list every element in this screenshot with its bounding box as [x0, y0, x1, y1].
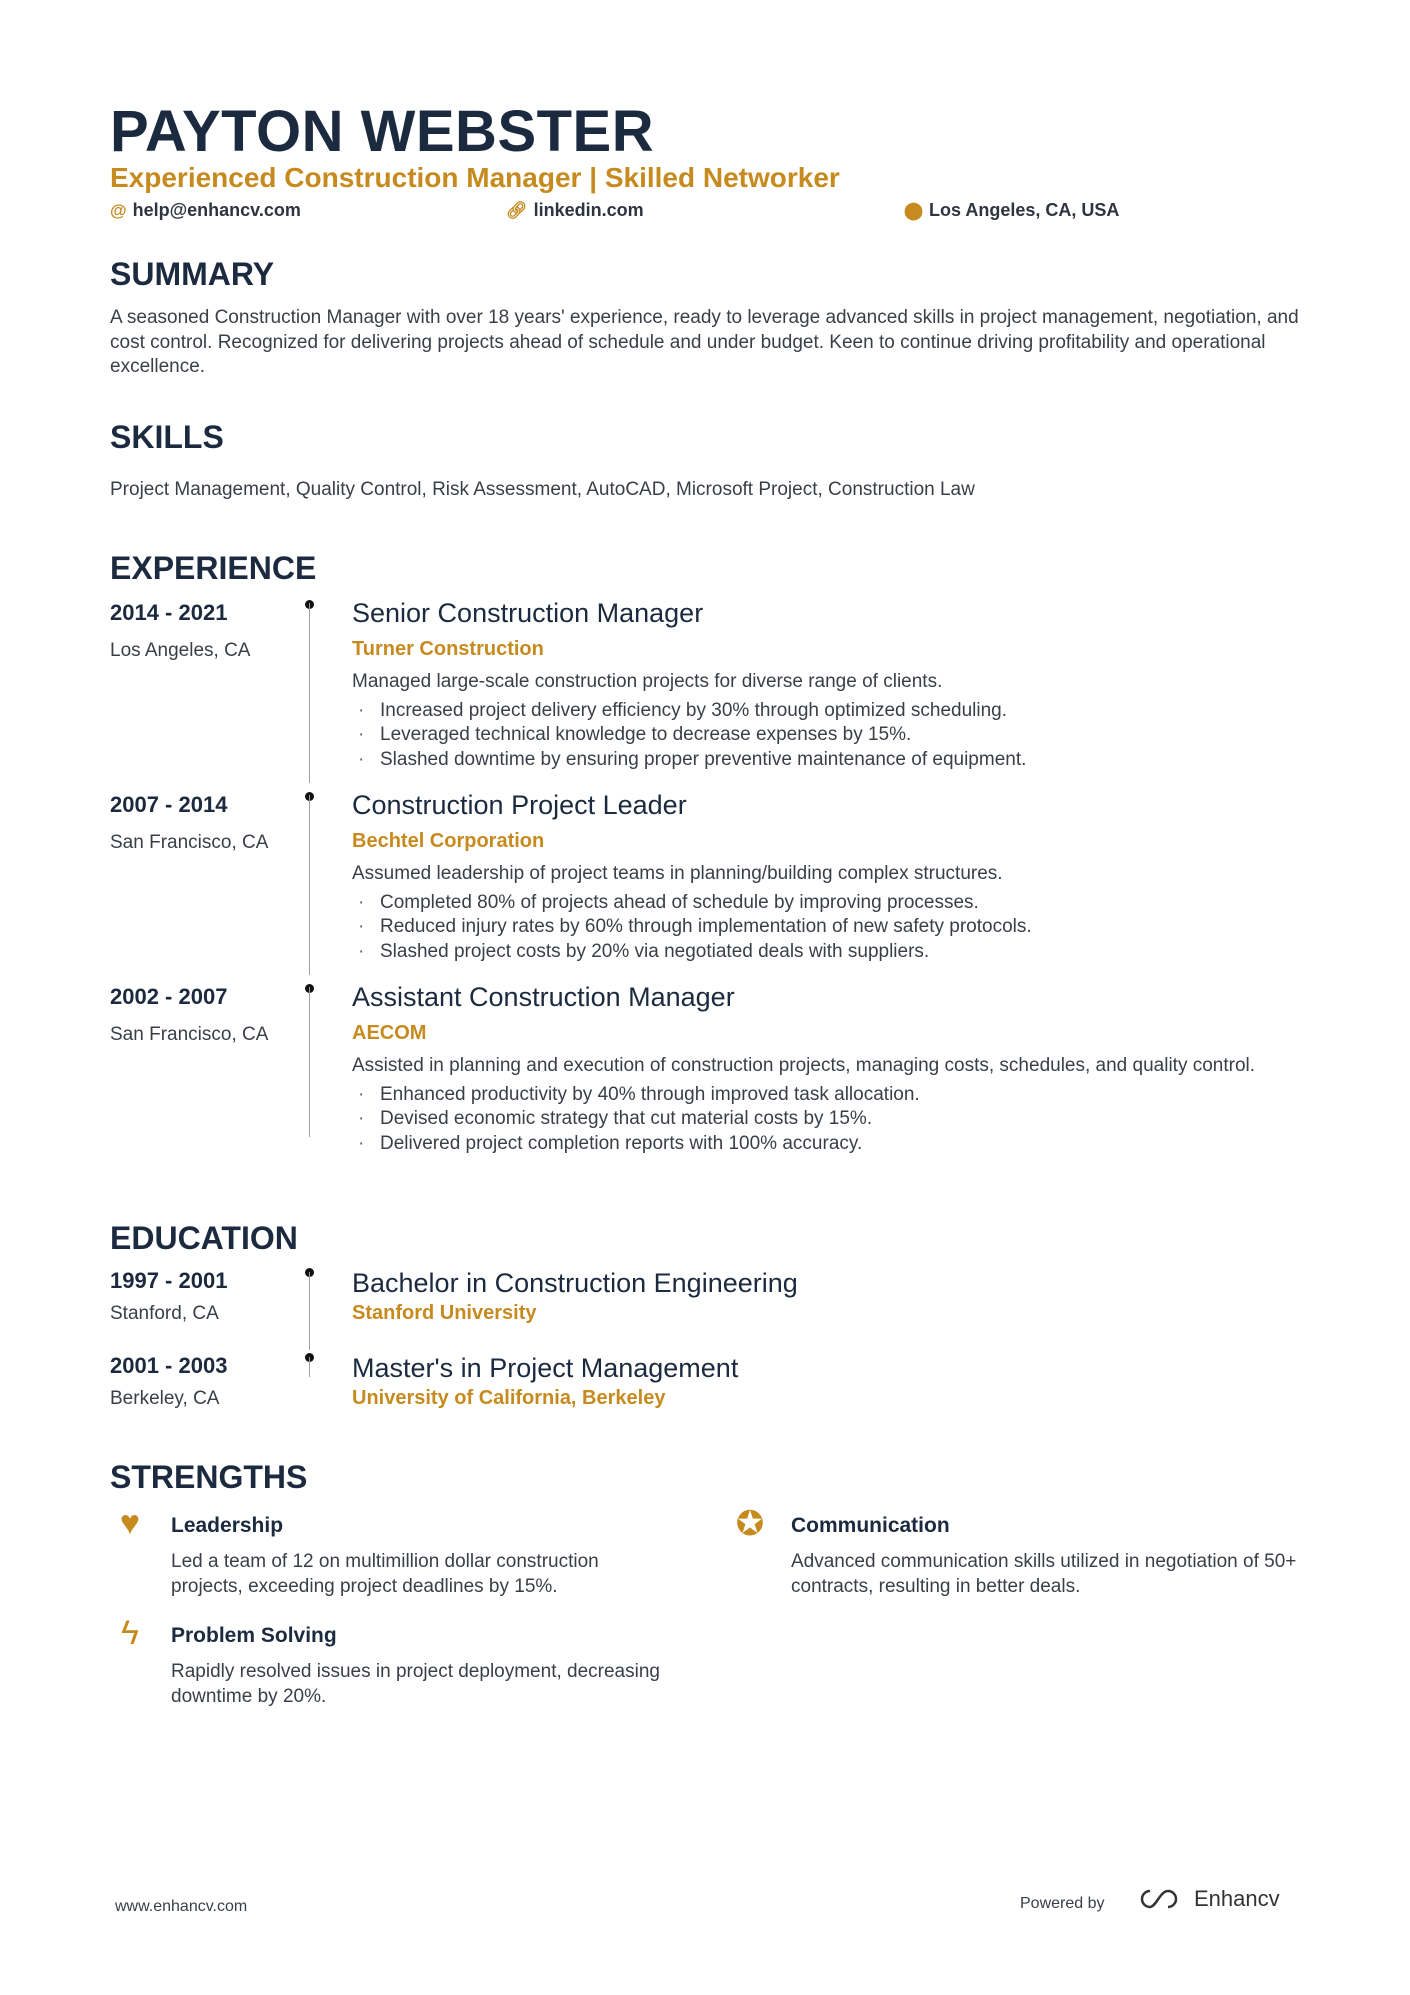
- contact-location: [904, 200, 1119, 221]
- strength-description: Rapidly resolved issues in project deployment, decreasing downtime by 20%.: [171, 1661, 660, 1707]
- job-summary: Assisted in planning and execution of construction projects, managing costs, schedules, and quality control.: [352, 1055, 1256, 1076]
- job-dates: 2002 - 2007: [110, 984, 228, 1009]
- link-text: linkedin.com: [533, 200, 644, 220]
- timeline-line: [309, 603, 310, 783]
- education-heading: EDUCATION: [110, 1220, 298, 1256]
- timeline-line: [309, 987, 310, 1137]
- job-bullet: · Slashed downtime by ensuring proper preventive maintenance of equipment.: [352, 748, 1292, 773]
- award-icon: ✪: [735, 1505, 765, 1543]
- strengths-heading: STRENGTHS: [110, 1459, 308, 1495]
- degree: Bachelor in Construction Engineering: [352, 1268, 798, 1298]
- strength-description: Led a team of 12 on multimillion dollar construction projects, exceeding project deadlines by 15%.: [171, 1551, 599, 1597]
- summary-text: A seasoned Construction Manager with over 18 years' experience, ready to leverage advanced skills in project management, negotiation, and cost control. Recognized for delivering projects ahead of schedule and under budget. Keen to continue driving profitability and operational excellence.: [110, 307, 1299, 377]
- timeline-line: [309, 1357, 310, 1377]
- strength-title: Leadership: [171, 1514, 284, 1537]
- company-name: Bechtel Corporation: [352, 830, 545, 852]
- job-location: San Francisco, CA: [110, 832, 269, 853]
- job-bullet: · Completed 80% of projects ahead of schedule by improving processes.: [352, 891, 1292, 916]
- job-description: [352, 670, 1292, 772]
- job-bullet: · Delivered project completion reports with 100% accuracy.: [352, 1132, 1292, 1157]
- lightning-icon: ϟ: [121, 1614, 139, 1652]
- edu-dates: 1997 - 2001: [110, 1268, 228, 1293]
- experience-heading: EXPERIENCE: [110, 550, 317, 586]
- strength-title: Problem Solving: [171, 1624, 337, 1647]
- degree: Master's in Project Management: [352, 1353, 739, 1383]
- company-name: Turner Construction: [352, 638, 544, 660]
- school-name: Stanford University: [352, 1302, 537, 1324]
- job-summary: Managed large-scale construction projects for diverse range of clients.: [352, 671, 943, 692]
- timeline-line: [309, 1272, 310, 1350]
- job-summary: Assumed leadership of project teams in planning/building complex structures.: [352, 863, 1003, 884]
- candidate-name: PAYTON WEBSTER: [110, 99, 655, 164]
- job-bullet: · Leveraged technical knowledge to decrease expenses by 15%.: [352, 723, 1292, 748]
- job-description: [352, 1054, 1292, 1156]
- timeline-line: [309, 795, 310, 975]
- heart-icon: ♥: [119, 1504, 141, 1542]
- job-bullet: · Increased project delivery efficiency by 30% through optimized scheduling.: [352, 699, 1292, 724]
- job-location: San Francisco, CA: [110, 1024, 269, 1045]
- job-description: [352, 862, 1292, 964]
- strength-description: Advanced communication skills utilized in negotiation of 50+ contracts, resulting in better deals.: [791, 1551, 1297, 1597]
- contact-email[interactable]: [110, 200, 301, 221]
- job-title: Senior Construction Manager: [352, 598, 704, 628]
- link-icon: 🔗︎: [506, 200, 528, 220]
- skills-heading: SKILLS: [110, 419, 224, 455]
- location-text: Los Angeles, CA, USA: [929, 200, 1120, 220]
- email-text: help@enhancv.com: [132, 200, 301, 220]
- job-bullet: · Slashed project costs by 20% via negotiated deals with suppliers.: [352, 940, 1292, 965]
- edu-dates: 2001 - 2003: [110, 1353, 228, 1378]
- school-name: University of California, Berkeley: [352, 1387, 666, 1409]
- enhancv-logo[interactable]: [1138, 1886, 1280, 1912]
- job-bullet: · Enhanced productivity by 40% through improved task allocation.: [352, 1083, 1292, 1108]
- contact-link[interactable]: [506, 200, 644, 221]
- summary-heading: SUMMARY: [110, 256, 275, 292]
- footer-powered-by: Powered by: [1020, 1895, 1105, 1912]
- footer-website[interactable]: www.enhancv.com: [115, 1898, 248, 1915]
- at-icon: @: [110, 200, 127, 220]
- job-bullet: · Reduced injury rates by 60% through implementation of new safety protocols.: [352, 915, 1292, 940]
- company-name: AECOM: [352, 1022, 427, 1044]
- skills-text: Project Management, Quality Control, Risk Assessment, AutoCAD, Microsoft Project, Construction Law: [110, 479, 975, 500]
- job-title: Assistant Construction Manager: [352, 982, 735, 1012]
- job-dates: 2007 - 2014: [110, 792, 228, 817]
- edu-location: Berkeley, CA: [110, 1388, 220, 1409]
- job-location: Los Angeles, CA: [110, 640, 251, 661]
- strength-title: Communication: [791, 1514, 950, 1537]
- infinity-logo-icon: [1138, 1887, 1184, 1911]
- edu-location: Stanford, CA: [110, 1303, 219, 1324]
- job-bullet: · Devised economic strategy that cut material costs by 15%.: [352, 1107, 1292, 1132]
- job-dates: 2014 - 2021: [110, 600, 228, 625]
- candidate-title: Experienced Construction Manager | Skilled Networker: [110, 162, 840, 193]
- enhancv-brand-text: Enhancv: [1194, 1886, 1280, 1911]
- job-title: Construction Project Leader: [352, 790, 687, 820]
- location-pin-icon: ⬤: [904, 200, 924, 220]
